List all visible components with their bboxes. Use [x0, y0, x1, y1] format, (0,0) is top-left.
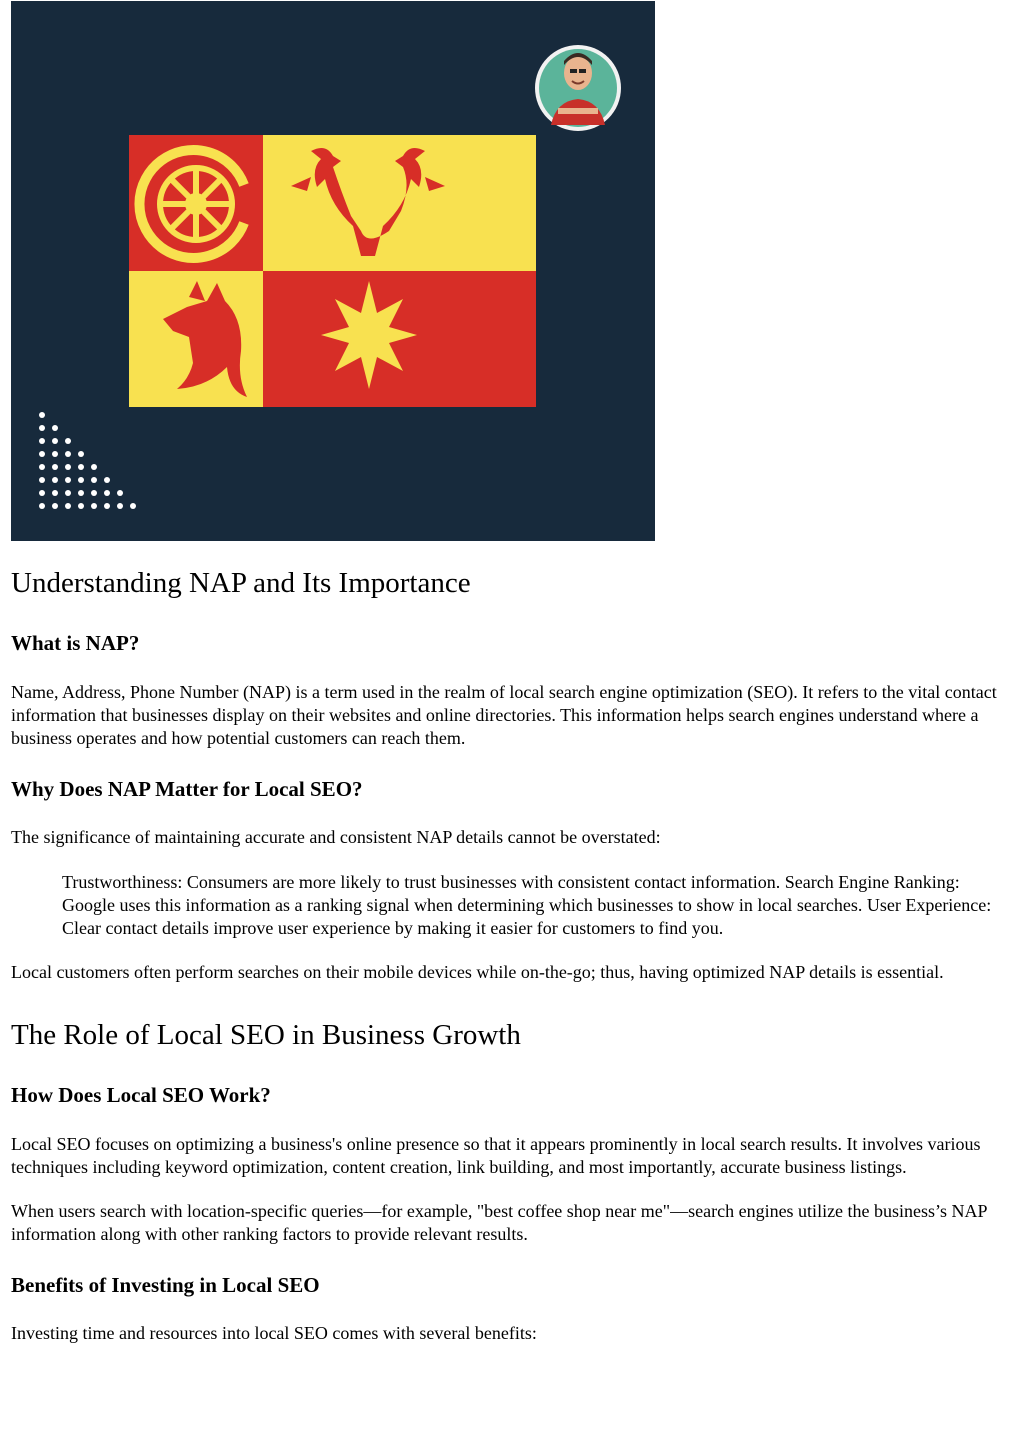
- section-title-nap: Understanding NAP and Its Importance: [11, 567, 471, 599]
- section-title-local-seo: The Role of Local SEO in Business Growth: [11, 1019, 521, 1051]
- paragraph-how-local-seo-1: Local SEO focuses on optimizing a business's online presence so that it appears prominently in local search results. It involves various techniques including keyword optimization, content creation, link building, and most importantly, accurate business listings.: [11, 1134, 981, 1177]
- paragraph-benefits-intro: Investing time and resources into local SEO comes with several benefits:: [11, 1323, 537, 1343]
- avatar-icon: [535, 45, 621, 131]
- quote-nap-benefits: Trustworthiness: Consumers are more likely to trust businesses with consistent contact information. Search Engine Ranking: Google uses this information as a ranking signal when determining which businesses to show in local searches. User Experience: Clear contact details improve user experience by making it easier for customers to find you.: [62, 872, 992, 938]
- heading-what-is-nap: What is NAP?: [11, 631, 140, 655]
- heading-benefits-local-seo: Benefits of Investing in Local SEO: [11, 1273, 320, 1297]
- paragraph-what-is-nap: Name, Address, Phone Number (NAP) is a term used in the realm of local search engine optimization (SEO). It refers to the vital contact information that businesses display on their websites and online directories. This information helps search engines understand where a business operates and how potential customers can reach them.: [11, 682, 997, 748]
- paragraph-why-intro: The significance of maintaining accurate and consistent NAP details cannot be overstated:: [11, 827, 661, 847]
- article: [11, 565, 1014, 1345]
- hero-image: [11, 1, 655, 541]
- heading-why-nap-matters: Why Does NAP Matter for Local SEO?: [11, 777, 363, 801]
- heading-how-local-seo-works: How Does Local SEO Work?: [11, 1083, 271, 1107]
- paragraph-how-local-seo-2: When users search with location-specific queries—for example, "best coffee shop near me"—search engines utilize the business’s NAP information along with other ranking factors to provide relevant results.: [11, 1201, 987, 1244]
- paragraph-why-outro: Local customers often perform searches on their mobile devices while on-the-go; thus, having optimized NAP details is essential.: [11, 962, 944, 982]
